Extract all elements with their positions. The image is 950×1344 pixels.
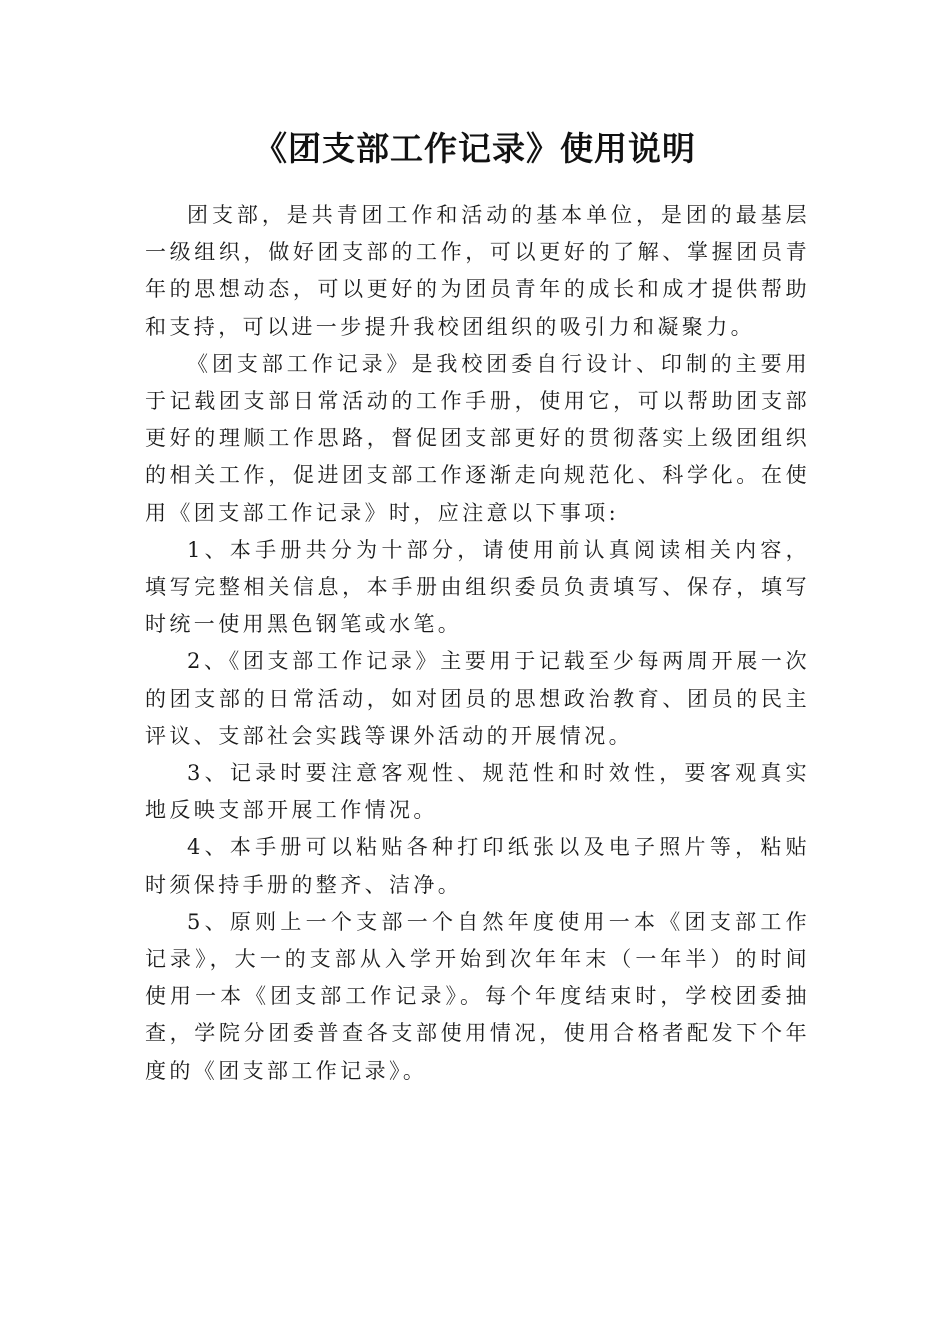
paragraph-item-4: 4、本手册可以粘贴各种打印纸张以及电子照片等，粘贴时须保持手册的整齐、洁净。 (145, 835, 810, 897)
paragraph-item-5: 5、原则上一个支部一个自然年度使用一本《团支部工作记录》，大一的支部从入学开始到次年年末（一年半）的时间使用一本《团支部工作记录》。每个年度结束时，学校团委抽查，学院分团委普查各支部使用情况，使用合格者配发下个年度的《团支部工作记录》。 (145, 909, 810, 1083)
document-body (145, 197, 810, 1090)
paragraph-item-3: 3、记录时要注意客观性、规范性和时效性，要客观真实地反映支部开展工作情况。 (145, 761, 810, 823)
paragraph-intro: 团支部，是共青团工作和活动的基本单位，是团的最基层一级组织，做好团支部的工作，可以更好的了解、掌握团员青年的思想动态，可以更好的为团员青年的成长和成才提供帮助和支持，可以进一步提升我校团组织的吸引力和凝聚力。 (145, 203, 810, 339)
paragraph-item-2: 2、《团支部工作记录》主要用于记载至少每两周开展一次的团支部的日常活动，如对团员的思想政治教育、团员的民主评议、支部社会实践等课外活动的开展情况。 (145, 649, 810, 748)
document-title: 《团支部工作记录》使用说明 (254, 129, 696, 168)
paragraph-item-1: 1、本手册共分为十部分，请使用前认真阅读相关内容，填写完整相关信息，本手册由组织委员负责填写、保存，填写时统一使用黑色钢笔或水笔。 (145, 537, 810, 637)
paragraph-purpose: 《团支部工作记录》是我校团委自行设计、印制的主要用于记载团支部日常活动的工作手册，使用它，可以帮助团支部更好的理顺工作思路，督促团支部更好的贯彻落实上级团组织的相关工作，促进团支部工作逐渐走向规范化、科学化。在使用《团支部工作记录》时，应注意以下事项: (145, 351, 810, 525)
